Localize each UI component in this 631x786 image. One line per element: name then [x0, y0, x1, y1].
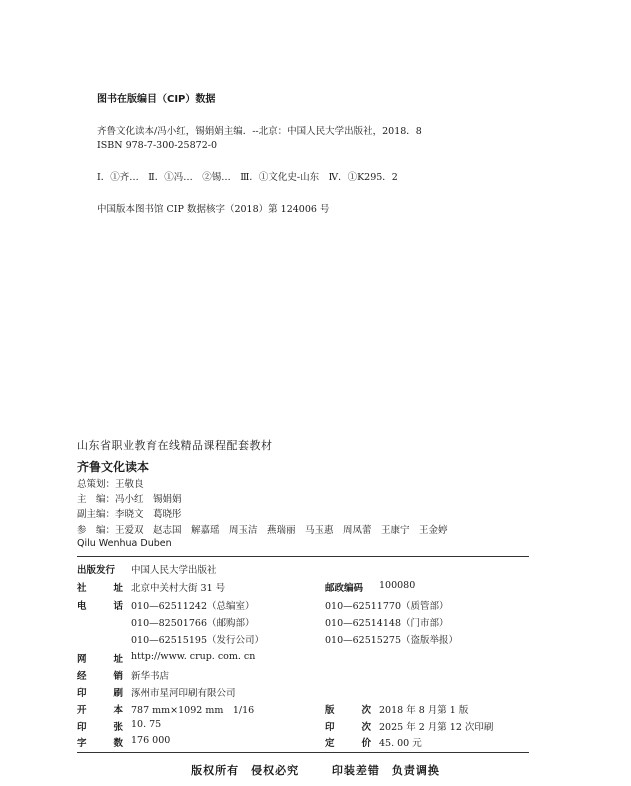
series-name: 山东省职业教育在线精品课程配套教材: [77, 439, 273, 452]
footer-notice: [0, 762, 631, 778]
website-label: 网 址: [77, 654, 123, 665]
postcode-value: 100080: [379, 580, 416, 591]
cip-line-title: 齐鲁文化读本/冯小红，锡娟娟主编．--北京：中国人民大学出版社，2018．8: [97, 126, 422, 137]
printer-value: 涿州市星河印刷有限公司: [131, 688, 236, 699]
phone-left-1: 010—62511242（总编室）: [131, 601, 255, 612]
row-sheets: [77, 719, 529, 734]
row-distributor: [77, 668, 529, 683]
edition-value: 2018 年 8 月第 1 版: [379, 705, 469, 716]
words-value: 176 000: [131, 735, 171, 746]
book-title: 齐鲁文化读本: [77, 460, 150, 474]
sheets-label: 印 张: [77, 722, 123, 733]
phone-right-2: 010—62514148（门市部）: [325, 618, 449, 629]
row-phone-1: [77, 598, 529, 613]
credit-planner: 总策划：王敬良: [77, 479, 144, 490]
printer-label: 印 刷: [77, 688, 123, 699]
phone-label: 电 话: [77, 601, 123, 612]
phone-left-2: 010—82501766（邮购部）: [131, 618, 255, 629]
address-value: 北京中关村大街 31 号: [131, 583, 226, 594]
words-label: 字 数: [77, 738, 123, 749]
credit-editor: 主 编：冯小红 锡娟娟: [77, 494, 182, 505]
impression-value: 2025 年 2 月第 12 次印刷: [379, 722, 494, 733]
cip-heading: 图书在版编目（CIP）数据: [97, 94, 216, 105]
issuer-label: 出版发行: [77, 565, 116, 576]
phone-left-3: 010—62515195（发行公司）: [131, 635, 264, 646]
row-format: [77, 702, 529, 717]
bottom-divider: [77, 752, 529, 753]
postcode-label: 邮政编码: [325, 583, 364, 594]
distributor-value: 新华书店: [131, 671, 170, 682]
impression-label: 印 次: [325, 722, 371, 733]
row-website: [77, 651, 529, 666]
issuer-value: 中国人民大学出版社: [131, 565, 217, 576]
top-divider: [77, 556, 529, 557]
format-value: 787 mm×1092 mm 1/16: [131, 705, 255, 716]
cip-line-classification: Ⅰ．①齐… Ⅱ．①冯… ②锡… Ⅲ．①文化史-山东 Ⅳ．①K295．2: [97, 172, 398, 183]
phone-right-3: 010—62515275（盗版举报）: [325, 635, 458, 646]
cip-line-record-number: 中国版本图书馆 CIP 数据核字（2018）第 124006 号: [97, 204, 330, 215]
row-phone-2: [77, 615, 529, 630]
edition-label: 版 次: [325, 705, 371, 716]
distributor-label: 经 销: [77, 671, 123, 682]
footer-copyright: 版权所有 侵权必究: [191, 764, 300, 777]
format-label: 开 本: [77, 705, 123, 716]
price-value: 45. 00 元: [379, 738, 422, 749]
row-phone-3: [77, 632, 529, 647]
credit-deputy-editor: 副主编：李晓文 葛晓彤: [77, 509, 182, 520]
phone-right-1: 010—62511770（质管部）: [325, 601, 449, 612]
row-address: [77, 580, 529, 595]
row-printer: [77, 685, 529, 700]
book-title-pinyin: Qilu Wenhua Duben: [77, 538, 172, 549]
row-issuer: [77, 562, 529, 577]
cip-line-isbn: ISBN 978-7-300-25872-0: [97, 140, 217, 151]
row-words: [77, 735, 529, 750]
price-label: 定 价: [325, 738, 371, 749]
website-value: http://www. crup. com. cn: [131, 651, 256, 662]
credit-contributors: 参 编：王爱双 赵志国 解嘉瑶 周玉洁 燕瑞丽 马玉惠 周凤蕾 王康宁 王金婷: [77, 525, 448, 536]
address-label: 社 址: [77, 583, 123, 594]
footer-print-defects: 印装差错 负责调换: [331, 764, 440, 777]
sheets-value: 10. 75: [131, 719, 162, 730]
